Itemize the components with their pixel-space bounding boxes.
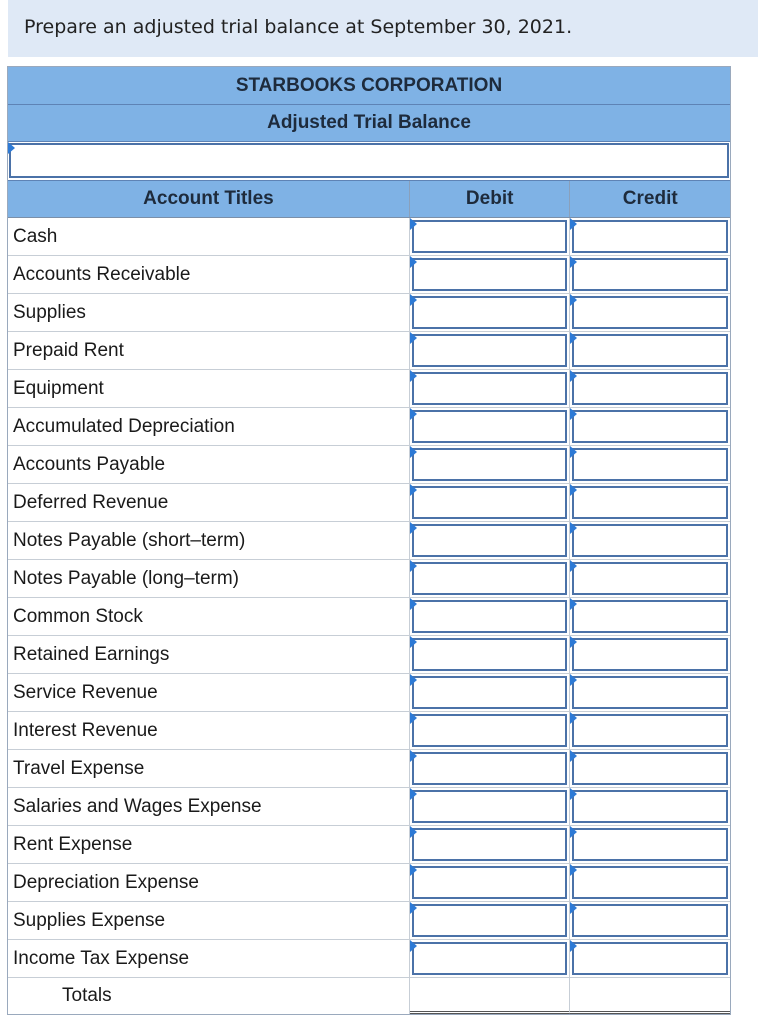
- debit-amount-input[interactable]: [412, 866, 567, 899]
- debit-cell: [410, 826, 570, 863]
- dropdown-marker-icon[interactable]: [410, 788, 417, 800]
- dropdown-marker-icon[interactable]: [570, 712, 577, 724]
- credit-amount-input[interactable]: [572, 714, 728, 747]
- table-row: [8, 712, 730, 750]
- table-row: [8, 484, 730, 522]
- credit-amount-input[interactable]: [572, 334, 728, 367]
- debit-amount-input[interactable]: [412, 562, 567, 595]
- dropdown-marker-icon[interactable]: [410, 332, 417, 344]
- credit-cell: [570, 332, 730, 369]
- dropdown-marker-icon[interactable]: [570, 788, 577, 800]
- dropdown-marker-icon[interactable]: [570, 370, 577, 382]
- debit-cell: [410, 218, 570, 255]
- table-row: [8, 940, 730, 978]
- credit-amount-input[interactable]: [572, 258, 728, 291]
- account-title: Notes Payable (long–term): [8, 560, 410, 597]
- debit-amount-input[interactable]: [412, 828, 567, 861]
- dropdown-marker-icon[interactable]: [570, 446, 577, 458]
- company-title: STARBOOKS CORPORATION: [8, 67, 730, 105]
- table-row: [8, 332, 730, 370]
- dropdown-marker-icon[interactable]: [410, 750, 417, 762]
- debit-cell: [410, 294, 570, 331]
- dropdown-marker-icon[interactable]: [410, 446, 417, 458]
- table-row: [8, 598, 730, 636]
- credit-cell: [570, 902, 730, 939]
- instruction-banner: [8, 0, 758, 57]
- dropdown-marker-icon[interactable]: [410, 636, 417, 648]
- statement-title: Adjusted Trial Balance: [8, 105, 730, 142]
- credit-amount-input[interactable]: [572, 562, 728, 595]
- date-row: [8, 142, 730, 181]
- totals-label: Totals: [8, 978, 410, 1014]
- debit-cell: [410, 522, 570, 559]
- debit-cell: [410, 332, 570, 369]
- dropdown-marker-icon[interactable]: [570, 484, 577, 496]
- date-input[interactable]: [9, 143, 729, 178]
- debit-header: Debit: [410, 181, 571, 217]
- debit-total-cell: [410, 978, 570, 1014]
- credit-cell: [570, 370, 730, 407]
- dropdown-marker-icon[interactable]: [570, 636, 577, 648]
- credit-cell: [570, 674, 730, 711]
- debit-amount-input[interactable]: [412, 942, 567, 975]
- account-title: Interest Revenue: [8, 712, 410, 749]
- dropdown-marker-icon[interactable]: [8, 142, 15, 154]
- account-title: Notes Payable (short–term): [8, 522, 410, 559]
- dropdown-marker-icon[interactable]: [570, 408, 577, 420]
- table-row: [8, 256, 730, 294]
- debit-amount-input[interactable]: [412, 790, 567, 823]
- account-title: Deferred Revenue: [8, 484, 410, 521]
- debit-amount-input[interactable]: [412, 448, 567, 481]
- credit-amount-input[interactable]: [572, 524, 728, 557]
- account-rows: [8, 218, 730, 978]
- account-title: Income Tax Expense: [8, 940, 410, 977]
- credit-amount-input[interactable]: [572, 752, 728, 785]
- table-row: [8, 750, 730, 788]
- dropdown-marker-icon[interactable]: [570, 750, 577, 762]
- dropdown-marker-icon[interactable]: [410, 826, 417, 838]
- account-title: Accumulated Depreciation: [8, 408, 410, 445]
- credit-amount-input[interactable]: [572, 790, 728, 823]
- debit-cell: [410, 370, 570, 407]
- dropdown-marker-icon[interactable]: [410, 560, 417, 572]
- table-row: [8, 522, 730, 560]
- dropdown-marker-icon[interactable]: [570, 522, 577, 534]
- debit-cell: [410, 940, 570, 977]
- table-row: [8, 636, 730, 674]
- debit-cell: [410, 560, 570, 597]
- credit-cell: [570, 446, 730, 483]
- debit-amount-input[interactable]: [412, 904, 567, 937]
- credit-cell: [570, 218, 730, 255]
- debit-amount-input[interactable]: [412, 524, 567, 557]
- dropdown-marker-icon[interactable]: [570, 332, 577, 344]
- dropdown-marker-icon[interactable]: [410, 674, 417, 686]
- account-titles-header: Account Titles: [8, 181, 410, 217]
- credit-cell: [570, 560, 730, 597]
- credit-cell: [570, 294, 730, 331]
- credit-cell: [570, 788, 730, 825]
- account-title: Accounts Payable: [8, 446, 410, 483]
- credit-cell: [570, 940, 730, 977]
- account-title: Supplies: [8, 294, 410, 331]
- table-row: [8, 446, 730, 484]
- debit-amount-input[interactable]: [412, 220, 567, 253]
- credit-cell: [570, 826, 730, 863]
- credit-amount-input[interactable]: [572, 372, 728, 405]
- table-row: [8, 674, 730, 712]
- dropdown-marker-icon[interactable]: [570, 940, 577, 952]
- account-title: Equipment: [8, 370, 410, 407]
- credit-cell: [570, 636, 730, 673]
- credit-amount-input[interactable]: [572, 866, 728, 899]
- credit-amount-input[interactable]: [572, 600, 728, 633]
- credit-total-cell: [570, 978, 730, 1014]
- dropdown-marker-icon[interactable]: [410, 712, 417, 724]
- dropdown-marker-icon[interactable]: [570, 826, 577, 838]
- debit-amount-input[interactable]: [412, 638, 567, 671]
- credit-amount-input[interactable]: [572, 486, 728, 519]
- debit-amount-input[interactable]: [412, 486, 567, 519]
- credit-amount-input[interactable]: [572, 942, 728, 975]
- account-title: Cash: [8, 218, 410, 255]
- credit-cell: [570, 864, 730, 901]
- debit-cell: [410, 598, 570, 635]
- debit-cell: [410, 484, 570, 521]
- dropdown-marker-icon[interactable]: [410, 522, 417, 534]
- dropdown-marker-icon[interactable]: [410, 256, 417, 268]
- account-title: Common Stock: [8, 598, 410, 635]
- table-row: [8, 788, 730, 826]
- table-row: [8, 218, 730, 256]
- credit-amount-input[interactable]: [572, 904, 728, 937]
- dropdown-marker-icon[interactable]: [570, 256, 577, 268]
- debit-amount-input[interactable]: [412, 410, 567, 443]
- credit-cell: [570, 598, 730, 635]
- debit-cell: [410, 408, 570, 445]
- debit-cell: [410, 446, 570, 483]
- credit-amount-input[interactable]: [572, 296, 728, 329]
- debit-amount-input[interactable]: [412, 676, 567, 709]
- table-row: [8, 902, 730, 940]
- debit-cell: [410, 712, 570, 749]
- credit-cell: [570, 408, 730, 445]
- dropdown-marker-icon[interactable]: [570, 902, 577, 914]
- credit-cell: [570, 522, 730, 559]
- dropdown-marker-icon[interactable]: [410, 408, 417, 420]
- dropdown-marker-icon[interactable]: [410, 598, 417, 610]
- dropdown-marker-icon[interactable]: [410, 484, 417, 496]
- table-row: [8, 370, 730, 408]
- dropdown-marker-icon[interactable]: [410, 902, 417, 914]
- debit-amount-input[interactable]: [412, 296, 567, 329]
- table-row: [8, 864, 730, 902]
- table-row: [8, 826, 730, 864]
- dropdown-marker-icon[interactable]: [570, 674, 577, 686]
- dropdown-marker-icon[interactable]: [410, 294, 417, 306]
- credit-amount-input[interactable]: [572, 220, 728, 253]
- debit-cell: [410, 256, 570, 293]
- credit-amount-input[interactable]: [572, 828, 728, 861]
- debit-amount-input[interactable]: [412, 714, 567, 747]
- dropdown-marker-icon[interactable]: [570, 294, 577, 306]
- account-title: Accounts Receivable: [8, 256, 410, 293]
- debit-cell: [410, 636, 570, 673]
- dropdown-marker-icon[interactable]: [410, 940, 417, 952]
- account-title: Supplies Expense: [8, 902, 410, 939]
- credit-amount-input[interactable]: [572, 448, 728, 481]
- credit-amount-input[interactable]: [572, 638, 728, 671]
- dropdown-marker-icon[interactable]: [410, 864, 417, 876]
- table-row: [8, 560, 730, 598]
- table-row: [8, 294, 730, 332]
- dropdown-marker-icon[interactable]: [570, 864, 577, 876]
- account-title: Travel Expense: [8, 750, 410, 787]
- credit-header: Credit: [622, 188, 678, 209]
- dropdown-marker-icon[interactable]: [410, 370, 417, 382]
- account-title: Prepaid Rent: [8, 332, 410, 369]
- debit-cell: [410, 788, 570, 825]
- instruction-text: Prepare an adjusted trial balance at September 30, 2021.: [24, 16, 573, 38]
- debit-amount-input[interactable]: [412, 258, 567, 291]
- table-row: [8, 408, 730, 446]
- totals-row: [8, 978, 730, 1014]
- account-title: Depreciation Expense: [8, 864, 410, 901]
- account-title: Retained Earnings: [8, 636, 410, 673]
- credit-cell: [570, 712, 730, 749]
- credit-amount-input[interactable]: [572, 676, 728, 709]
- debit-cell: [410, 674, 570, 711]
- debit-cell: [410, 864, 570, 901]
- account-title: Service Revenue: [8, 674, 410, 711]
- debit-amount-input[interactable]: [412, 752, 567, 785]
- debit-cell: [410, 902, 570, 939]
- credit-cell: [570, 256, 730, 293]
- trial-balance-worksheet: [7, 66, 731, 1015]
- debit-amount-input[interactable]: [412, 372, 567, 405]
- debit-cell: [410, 750, 570, 787]
- debit-amount-input[interactable]: [412, 600, 567, 633]
- dropdown-marker-icon[interactable]: [570, 560, 577, 572]
- dropdown-marker-icon[interactable]: [570, 598, 577, 610]
- column-header-row: [8, 181, 730, 218]
- debit-amount-input[interactable]: [412, 334, 567, 367]
- account-title: Rent Expense: [8, 826, 410, 863]
- credit-amount-input[interactable]: [572, 410, 728, 443]
- credit-cell: [570, 484, 730, 521]
- dropdown-marker-icon[interactable]: [570, 218, 577, 230]
- credit-cell: [570, 750, 730, 787]
- account-title: Salaries and Wages Expense: [8, 788, 410, 825]
- dropdown-marker-icon[interactable]: [410, 218, 417, 230]
